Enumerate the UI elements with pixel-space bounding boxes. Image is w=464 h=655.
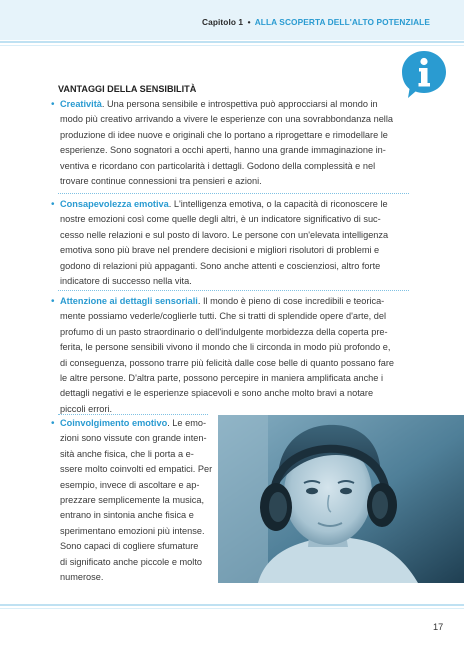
- bullet-line: entrano in sintonia anche fisica e: [60, 510, 194, 521]
- bullet-line: Creatività. Una persona sensibile e introspettiva può approcciarsi al mondo in: [60, 99, 378, 109]
- bullet-line: esperienze. Sono sognatori a occhi aperti, hanno una grande immaginazione in-: [60, 145, 386, 156]
- bullet-line: Attenzione ai dettagli sensoriali. Il mondo è pieno di cose incredibili e teorica-: [60, 296, 385, 306]
- bullet-line: nostre emozioni così come quelle degli altri, è un indicatore significativo di suc-: [60, 214, 381, 225]
- header-separator: •: [247, 17, 251, 27]
- bullet-term: Attenzione ai dettagli sensoriali: [60, 296, 198, 306]
- bullet-emotional-involvement: [51, 416, 213, 585]
- bullet-line: dettagli negativi e le esperienze spiacevoli e sono anche molto bravi a notare: [60, 388, 374, 399]
- bullet-term: Creatività: [60, 99, 102, 109]
- info-icon: [400, 49, 448, 101]
- chapter-label: Capitolo 1: [202, 17, 244, 27]
- bullet-term: Coinvolgimento emotivo: [60, 418, 168, 428]
- bullet-sensory-details: [51, 294, 416, 417]
- bullet-emotional-awareness: [51, 197, 416, 289]
- bullet-line: sperimentano emozioni più intense.: [60, 525, 205, 536]
- bullet-line: Consapevolezza emotiva. L'intelligenza emotiva, o la capacità di riconoscere le: [60, 199, 388, 209]
- bullet-creativity: [51, 97, 416, 189]
- bullet-line: di conseguenza, possono trarre più felicità dalle cose belle di quanto possano fare: [60, 357, 395, 368]
- bullet-marker: •: [51, 99, 55, 110]
- bullet-line: modo più creativo arrivando a vivere le esperienze con una sovrabbondanza nella: [60, 114, 393, 125]
- chapter-topic: ALLA SCOPERTA DELL'ALTO POTENZIALE: [254, 17, 430, 27]
- top-stripe-1: [0, 41, 464, 43]
- section-title: VANTAGGI DELLA SENSIBILITÀ: [58, 84, 197, 94]
- bullet-line: ferita, le persone sensibili vivono il mondo che li circonda in modo più profondo e,: [60, 342, 391, 353]
- bullet-line: ssere molto coinvolti ed empatici. Per: [60, 464, 213, 475]
- bullet-marker: •: [51, 418, 55, 429]
- bullet-line: piccoli errori.: [60, 403, 113, 414]
- bullet-separator: [58, 414, 208, 415]
- bullet-line: sità anche fisica, che li porta a e-: [60, 448, 194, 459]
- bullet-line: cesso nelle relazioni e sul posto di lavoro. Le persone con un'elevata intelligenza: [60, 229, 389, 240]
- page-number: 17: [433, 622, 444, 632]
- bullet-line: prezzare semplicemente la musica,: [60, 495, 204, 506]
- bullet-line: numerose.: [60, 572, 104, 583]
- bullet-line: indicatore di successo nella vita.: [60, 276, 192, 287]
- top-stripe-2: [0, 45, 464, 46]
- bullet-line: Sono capaci di cogliere sfumature: [60, 541, 199, 552]
- bullet-line: mente possiamo vederle/coglierle tutti. Che si tratti di splendide opere d'arte, del: [60, 311, 387, 322]
- bullet-line: profumo di un pasto straordinario o dell'indulgente morbidezza della coperta pre-: [60, 326, 388, 337]
- bullet-line: esempio, invece di ascoltare e ap-: [60, 479, 200, 490]
- bullet-line: trovare continue connessioni tra pensieri e azioni.: [60, 176, 262, 187]
- bottom-stripe-1: [0, 604, 464, 606]
- bottom-stripe-2: [0, 608, 464, 609]
- bullet-marker: •: [51, 199, 55, 210]
- bullet-line: zioni sono vissute con grande inten-: [60, 433, 207, 444]
- bullet-separator: [58, 290, 409, 291]
- bullet-line: di significato anche piccole e molto: [60, 556, 202, 567]
- bullet-term: Consapevolezza emotiva: [60, 199, 169, 209]
- bullet-marker: •: [51, 296, 55, 307]
- bullet-separator: [58, 193, 409, 194]
- bullet-line: ventiva e ricordano con particolarità i dettagli. Godono della complessità e nel: [60, 160, 376, 171]
- bullet-line: emotiva sono più brave nel prendere decisioni e migliori risolutori di problemi e: [60, 245, 380, 256]
- bullet-line: produzione di idee nuove e originali che lo portano a riprogettare e rimodellare le: [60, 129, 388, 140]
- bullet-line: godono di relazioni più appaganti. Sono anche attenti e coscienziosi, altro forte: [60, 260, 381, 271]
- bullet-line: le altre persone. D'altra parte, possono percepire in maniera amplificata anche i: [60, 373, 383, 384]
- photo-boy-with-headphones: [218, 415, 464, 583]
- running-header: [202, 17, 430, 27]
- bullet-line: Coinvolgimento emotivo. Le emo-: [60, 418, 207, 428]
